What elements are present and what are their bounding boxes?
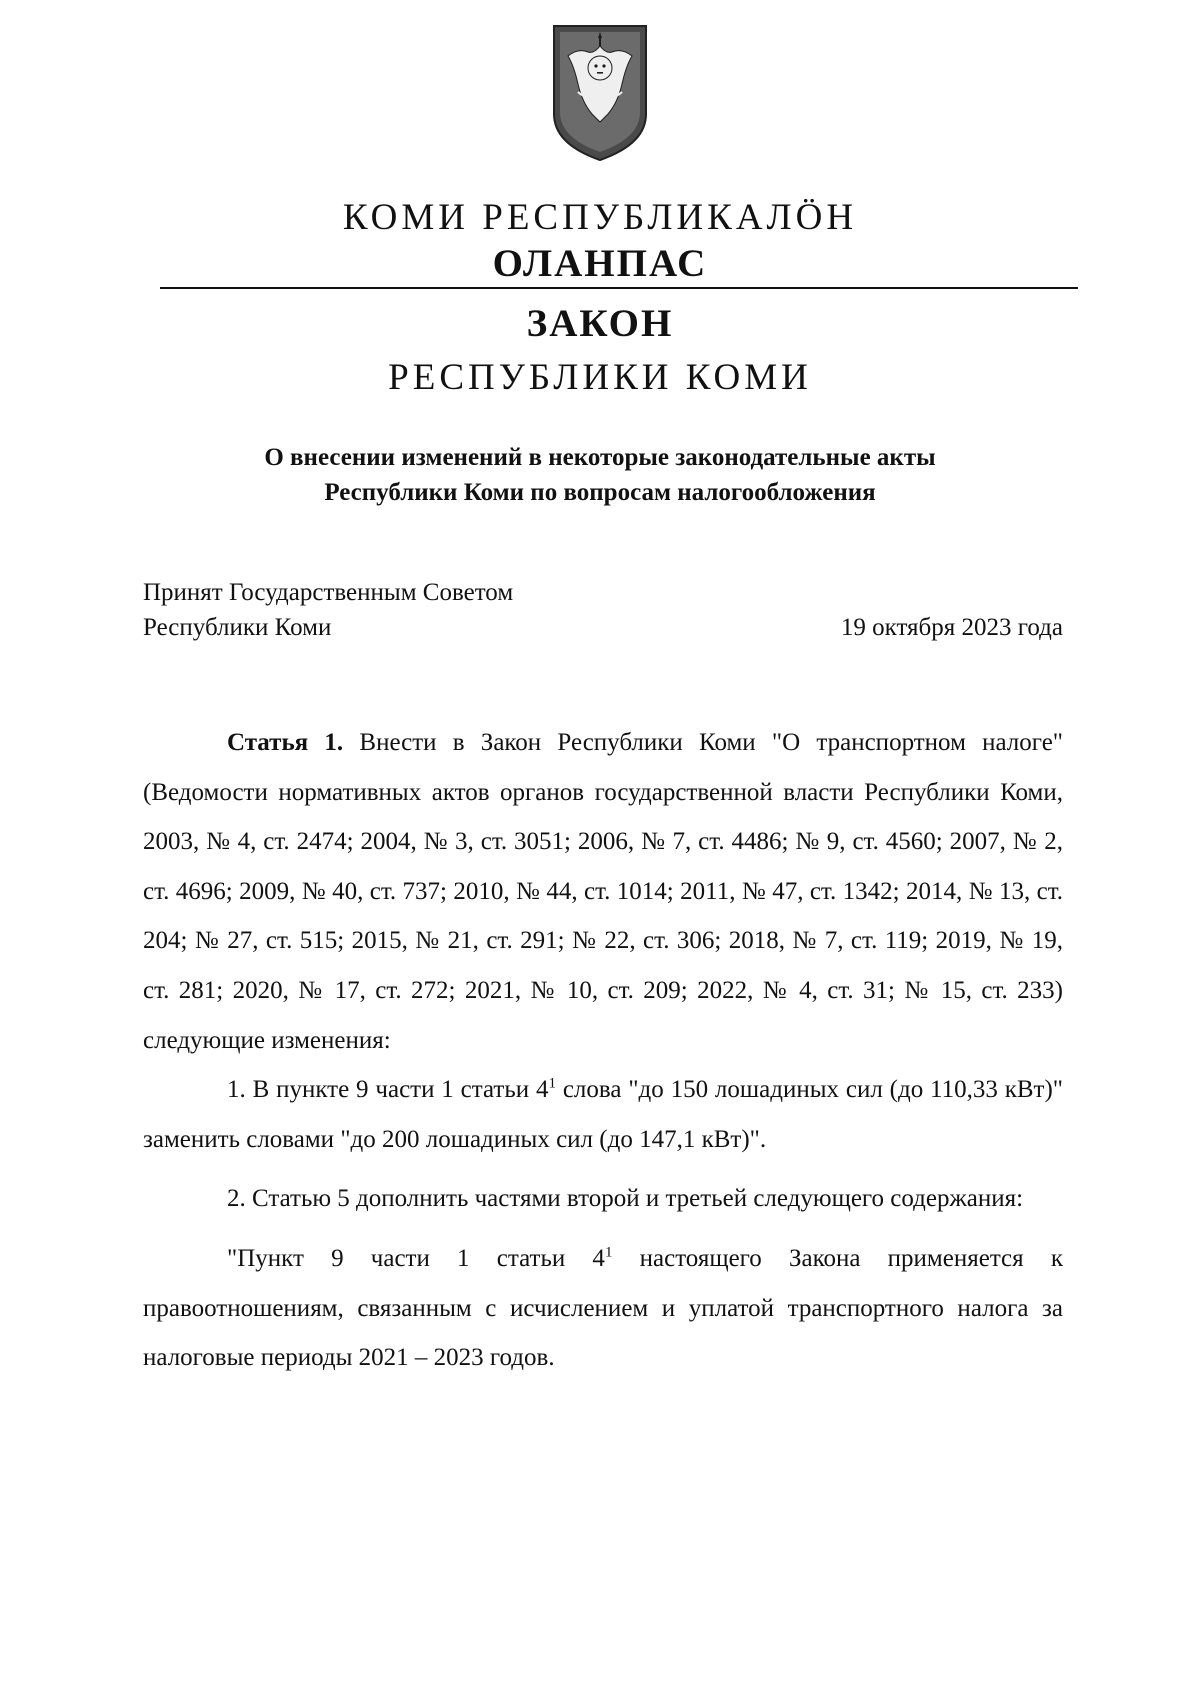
quote-superscript: 1 xyxy=(604,1244,613,1261)
header-zakon: ЗАКОН xyxy=(526,302,674,345)
item-1-text-end: слова "до 150 лошадиных сил (до 110,33 кВт)" заменить словами "до 200 лошадиных сил (до 147,1 кВт)". xyxy=(143,1076,1063,1153)
law-title xyxy=(0,440,1200,510)
article-1-item-1 xyxy=(143,1065,1063,1164)
quote-text-end: настоящего Закона применяется к правоотношениям, связанным с исчислением и уплатой транспортного налога за налоговые периоды 2021 – 2023 годов. xyxy=(143,1244,1063,1372)
article-1-label: Статья 1. xyxy=(227,729,344,756)
law-title-line-1: О внесении изменений в некоторые законодательные акты xyxy=(264,444,936,471)
adoption-line-2: Республики Коми xyxy=(143,614,332,641)
header-divider xyxy=(160,287,1078,289)
item-1-text-start: 1. В пункте 9 части 1 статьи 4 xyxy=(227,1076,549,1104)
article-1-quote xyxy=(143,1234,1063,1383)
quote-text-start: "Пункт 9 части 1 статьи 4 xyxy=(227,1244,605,1272)
header-republic-komi: РЕСПУБЛИКИ КОМИ xyxy=(388,357,812,398)
header-komi-republic: КОМИ РЕСПУБЛИКАЛÖН xyxy=(342,197,858,238)
adoption-info xyxy=(143,575,1063,645)
article-1-intro: Внести в Закон Республики Коми "О транспортном налоге" (Ведомости нормативных актов органов государственной власти Республики Коми, 2003, № 4, ст. 2474; 2004, № 3, ст. 3051; 2006, № 7, ст. 4486; № 9, ст. 4560; 2007, № 2, ст. 4696; 2009, № 40, ст. 737; 2010, № 44, ст. 1014; 2011, № 47, ст. 1342; 2014, № 13, ст. 204; № 27, ст. 515; 2015, № 21, ст. 291; № 22, ст. 306; 2018, № 7, ст. 119; 2019, № 19, ст. 281; 2020, № 17, ст. 272; 2021, № 10, ст. 209; 2022, № 4, ст. 31; № 15, ст. 233) следующие изменения: xyxy=(143,729,1063,1054)
article-1-intro-paragraph xyxy=(143,718,1063,1065)
komi-coat-of-arms-icon xyxy=(548,22,652,164)
article-1-item-2: 2. Статью 5 дополнить частями второй и третьей следующего содержания: xyxy=(227,1185,1024,1213)
document-body xyxy=(143,718,1063,1383)
adoption-date: 19 октября 2023 года xyxy=(840,614,1063,641)
law-header xyxy=(0,195,1200,401)
header-olanpas: ОЛАНПАС xyxy=(492,242,708,285)
adoption-line-1: Принят Государственным Советом xyxy=(143,579,514,606)
law-title-line-2: Республики Коми по вопросам налогообложения xyxy=(324,479,876,506)
item-1-superscript: 1 xyxy=(548,1075,556,1092)
